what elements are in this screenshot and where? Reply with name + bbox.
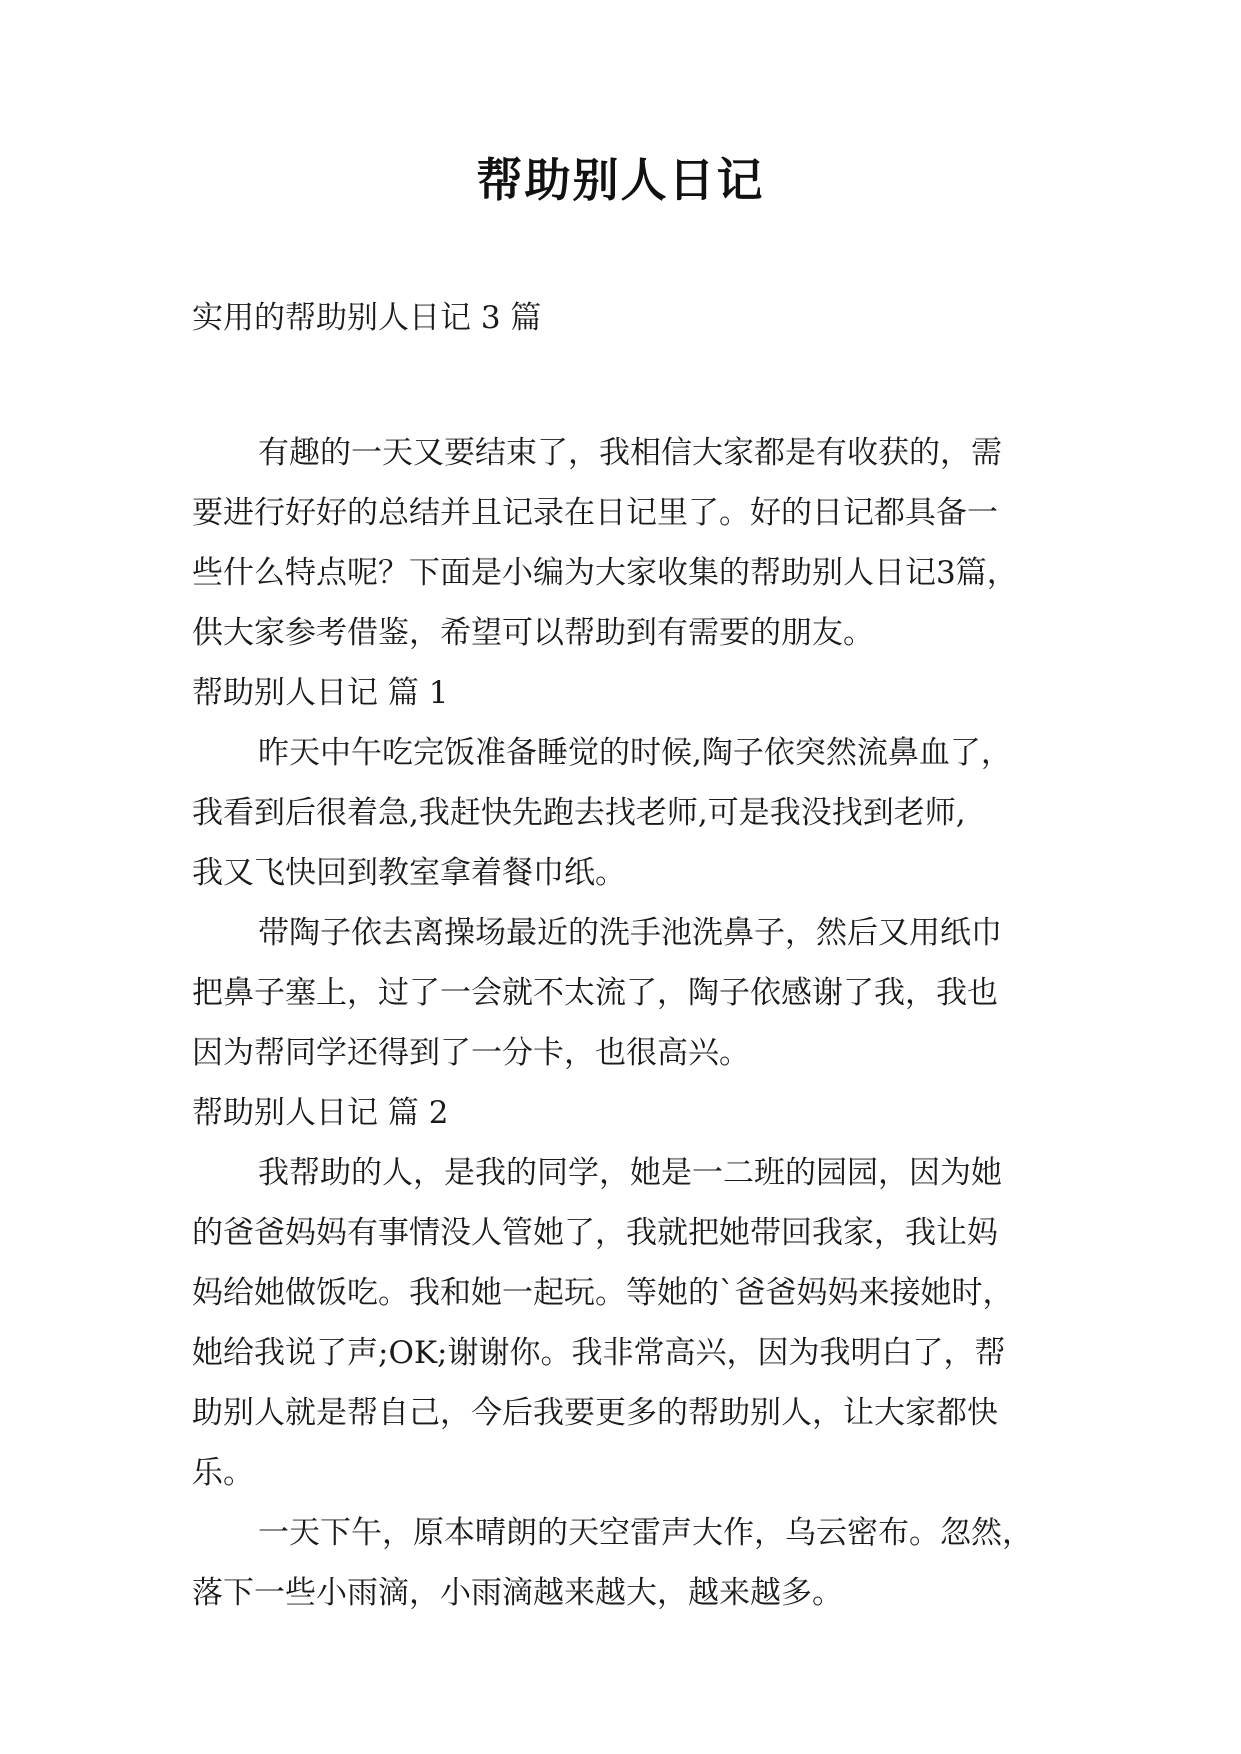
text-line: 些什么特点呢？下面是小编为大家收集的帮助别人日记3篇， xyxy=(192,555,1018,591)
document-subtitle: 实用的帮助别人日记 3 篇 xyxy=(192,300,542,336)
text-line: 我又飞快回到教室拿着餐巾纸。 xyxy=(192,855,626,891)
text-line: 我帮助的人，是我的同学，她是一二班的园园，因为她 xyxy=(258,1155,1002,1191)
section1-paragraph-1 xyxy=(192,723,1052,903)
text-line: 我看到后很着急,我赶快先跑去找老师,可是我没找到老师, xyxy=(192,795,966,831)
document-title: 帮助别人日记 xyxy=(476,153,765,207)
text-line: 要进行好好的总结并且记录在日记里了。好的日记都具备一 xyxy=(192,495,998,531)
text-line: 乐。 xyxy=(192,1455,254,1491)
text-line: 妈给她做饭吃。我和她一起玩。等她的`爸爸妈妈来接她时， xyxy=(192,1275,1014,1311)
section-heading-2: 帮助别人日记 篇 2 xyxy=(192,1095,449,1131)
text-line: 的爸爸妈妈有事情没人管她了，我就把她带回我家，我让妈 xyxy=(192,1215,998,1251)
document-body xyxy=(192,288,1052,1623)
text-line: 把鼻子塞上，过了一会就不太流了，陶子依感谢了我，我也 xyxy=(192,975,998,1011)
text-line: 昨天中午吃完饭准备睡觉的时候,陶子依突然流鼻血了， xyxy=(258,735,1012,771)
text-line: 带陶子依去离操场最近的洗手池洗鼻子，然后又用纸巾 xyxy=(258,915,1002,951)
text-line: 有趣的一天又要结束了，我相信大家都是有收获的，需 xyxy=(258,435,1002,471)
text-line: 她给我说了声;OK;谢谢你。我非常高兴，因为我明白了，帮 xyxy=(192,1335,1006,1371)
text-line: 一天下午，原本晴朗的天空雷声大作，乌云密布。忽然， xyxy=(258,1515,1033,1551)
text-line: 落下一些小雨滴，小雨滴越来越大，越来越多。 xyxy=(192,1575,843,1611)
text-line: 供大家参考借鉴，希望可以帮助到有需要的朋友。 xyxy=(192,615,874,651)
section-heading-1: 帮助别人日记 篇 1 xyxy=(192,675,449,711)
text-line: 助别人就是帮自己，今后我要更多的帮助别人，让大家都快 xyxy=(192,1395,998,1431)
section2-paragraph-1 xyxy=(192,1143,1052,1503)
section2-paragraph-2 xyxy=(192,1503,1052,1623)
spacer xyxy=(192,348,1052,423)
intro-paragraph xyxy=(192,423,1052,663)
text-line: 因为帮同学还得到了一分卡，也很高兴。 xyxy=(192,1035,750,1071)
section1-paragraph-2 xyxy=(192,903,1052,1083)
